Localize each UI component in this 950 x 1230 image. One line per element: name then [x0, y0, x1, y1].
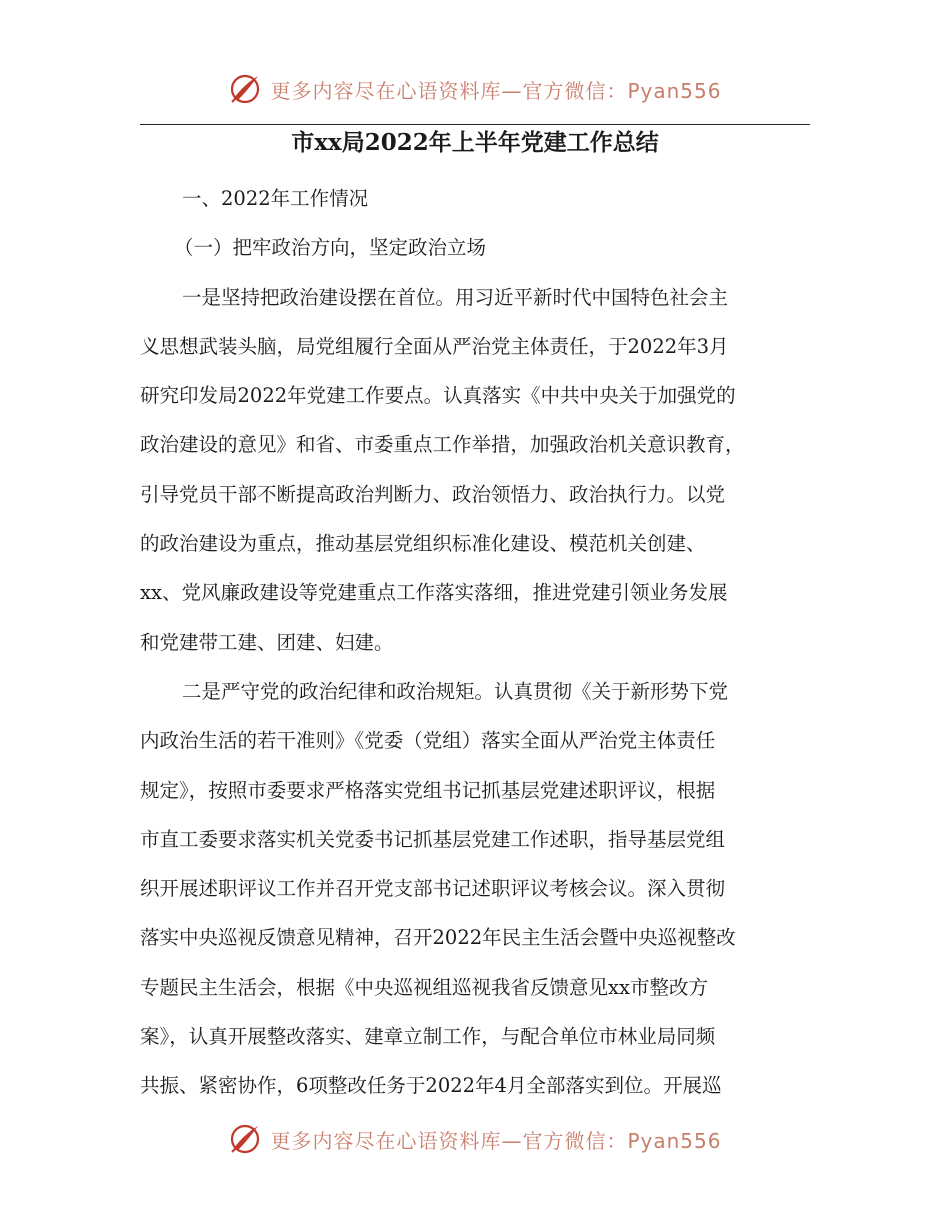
paragraph-line: 织开展述职评议工作并召开党支部书记述职评议考核会议。深入贯彻 [140, 877, 726, 901]
quill-logo-icon [228, 72, 262, 106]
paragraph-line: 政治建设的意见》和省、市委重点工作举措，加强政治机关意识教育， [140, 433, 745, 457]
watermark-text: 更多内容尽在心语资料库—官方微信：Pyan556 [270, 78, 722, 103]
paragraph-line: 案》，认真开展整改落实、建章立制工作，与配合单位市林业局同频 [140, 1025, 716, 1049]
paragraph-line: 内政治生活的若干准则》《党委（党组）落实全面从严治党主体责任 [140, 729, 716, 753]
paragraph-line: 二是严守党的政治纪律和政治规矩。认真贯彻《关于新形势下党 [182, 679, 729, 703]
watermark-text: 更多内容尽在心语资料库—官方微信：Pyan556 [270, 1128, 722, 1153]
paragraph-line: 市直工委要求落实机关党委书记抓基层党建工作述职，指导基层党组 [140, 827, 726, 851]
paragraph-line: 和党建带工建、团建、妇建。 [140, 630, 394, 654]
paragraph-line: xx、党风廉政建设等党建重点工作落实落细，推进党建引领业务发展 [140, 581, 728, 605]
paragraph-line: 规定》，按照市委要求严格落实党组书记抓基层党建述职评议，根据 [140, 778, 716, 802]
page-title: 市xx局2022年上半年党建工作总结 [291, 129, 659, 156]
paragraph-line: 落实中央巡视反馈意见精神，召开2022年民主生活会暨中央巡视整改 [140, 926, 736, 950]
paragraph-line: 义思想武装头脑，局党组履行全面从严治党主体责任，于2022年3月 [140, 334, 729, 358]
header-watermark [0, 72, 950, 106]
paragraph-line: 共振、紧密协作，6项整改任务于2022年4月全部落实到位。开展巡 [140, 1074, 722, 1098]
section-heading: 一、2022年工作情况 [182, 187, 369, 210]
footer-watermark [0, 1122, 950, 1156]
paragraph-line: 引导党员干部不断提高政治判断力、政治领悟力、政治执行力。以党 [140, 482, 726, 506]
paragraph-line: 专题民主生活会，根据《中央巡视组巡视我省反馈意见xx市整改方 [140, 975, 708, 999]
subsection-heading: （一）把牢政治方向，坚定政治立场 [174, 236, 487, 260]
paragraph-line: 研究印发局2022年党建工作要点。认真落实《中共中央关于加强党的 [140, 384, 736, 408]
quill-logo-icon [228, 1122, 262, 1156]
document-body [140, 174, 810, 1111]
paragraph-line: 一是坚持把政治建设摆在首位。用习近平新时代中国特色社会主 [182, 285, 729, 309]
header-divider [140, 124, 810, 125]
paragraph-line: 的政治建设为重点，推动基层党组织标准化建设、模范机关创建、 [140, 532, 706, 556]
